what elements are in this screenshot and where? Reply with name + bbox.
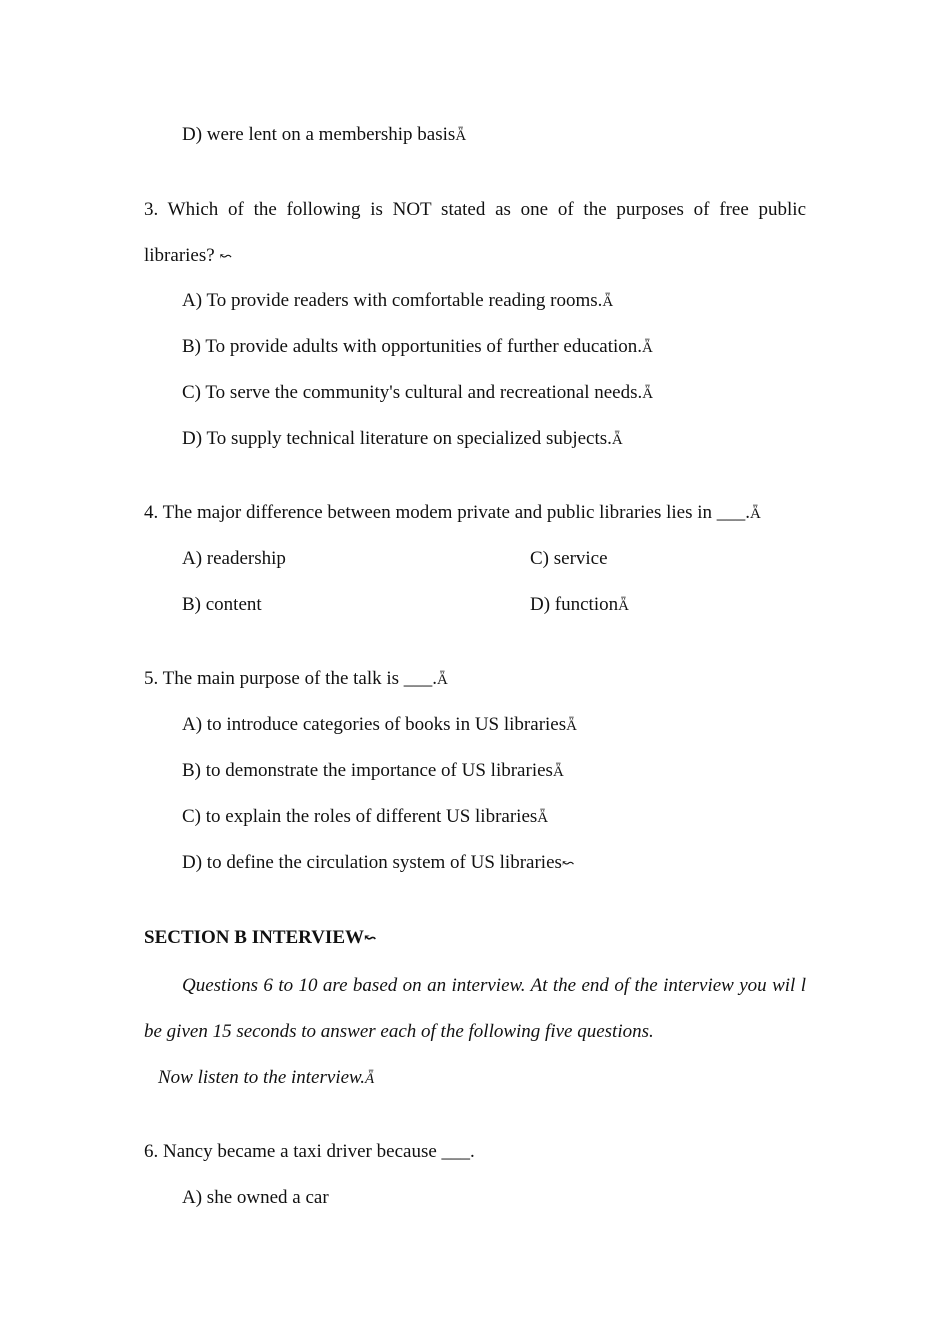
q4-option-c: C) service <box>530 548 608 569</box>
q5-stem: 5. The main purpose of the talk is ___.Ǟ <box>144 668 448 689</box>
line-break-mark: ↜ <box>364 931 377 947</box>
paragraph-mark: Ǟ <box>552 764 564 780</box>
q6-option-a: A) she owned a car <box>182 1187 329 1208</box>
q5-option-b: B) to demonstrate the importance of US librariesǞ <box>182 760 564 781</box>
q3-stem-line1: 3. Which of the following is NOT stated as one of the purposes of free public <box>144 199 806 220</box>
paragraph-mark: Ǟ <box>618 598 629 614</box>
paragraph-mark: Ǟ <box>365 1071 375 1087</box>
section-b-instructions-line3: Now listen to the interview.Ǟ <box>158 1067 375 1088</box>
q5-option-a: A) to introduce categories of books in US librariesǞ <box>182 714 577 735</box>
q5-option-d: D) to define the circulation system of US libraries↜ <box>182 852 575 873</box>
q4-option-b: B) content <box>182 594 262 615</box>
q3-option-d: D) To supply technical literature on specialized subjects.Ǟ <box>182 428 623 449</box>
q2-option-d: D) were lent on a membership basisǞ <box>182 124 467 145</box>
q4-option-d: D) functionǞ <box>530 594 629 615</box>
paragraph-mark: Ǟ <box>455 128 467 144</box>
paragraph-mark: Ǟ <box>537 810 549 826</box>
q4-stem: 4. The major difference between modem private and public libraries lies in ___.Ǟ <box>144 502 761 523</box>
q6-stem: 6. Nancy became a taxi driver because ___. <box>144 1141 475 1162</box>
paragraph-mark: Ǟ <box>602 294 614 310</box>
paragraph-mark: Ǟ <box>437 672 448 688</box>
section-b-heading: SECTION B INTERVIEW↜ <box>144 927 377 948</box>
line-break-mark: ↜ <box>561 856 575 872</box>
paragraph-mark: Ǟ <box>750 506 761 522</box>
section-b-instructions-line2: be given 15 seconds to answer each of the following five questions. <box>144 1021 654 1042</box>
q3-stem-line2: libraries? ↜ <box>144 245 233 266</box>
paragraph-mark: Ǟ <box>642 340 653 356</box>
paragraph-mark: Ǟ <box>566 718 577 734</box>
paragraph-mark: Ǟ <box>611 432 623 448</box>
q5-option-c: C) to explain the roles of different US librariesǞ <box>182 806 549 827</box>
line-break-mark: ↜ <box>219 249 233 265</box>
section-b-instructions-line1: Questions 6 to 10 are based on an interview. At the end of the interview you wil l <box>182 975 806 996</box>
q3-option-c: C) To serve the community's cultural and recreational needs.Ǟ <box>182 382 654 403</box>
q4-option-a: A) readership <box>182 548 286 569</box>
q3-option-a: A) To provide readers with comfortable reading rooms.Ǟ <box>182 290 614 311</box>
q3-option-b: B) To provide adults with opportunities of further education.Ǟ <box>182 336 653 357</box>
paragraph-mark: Ǟ <box>642 386 654 402</box>
